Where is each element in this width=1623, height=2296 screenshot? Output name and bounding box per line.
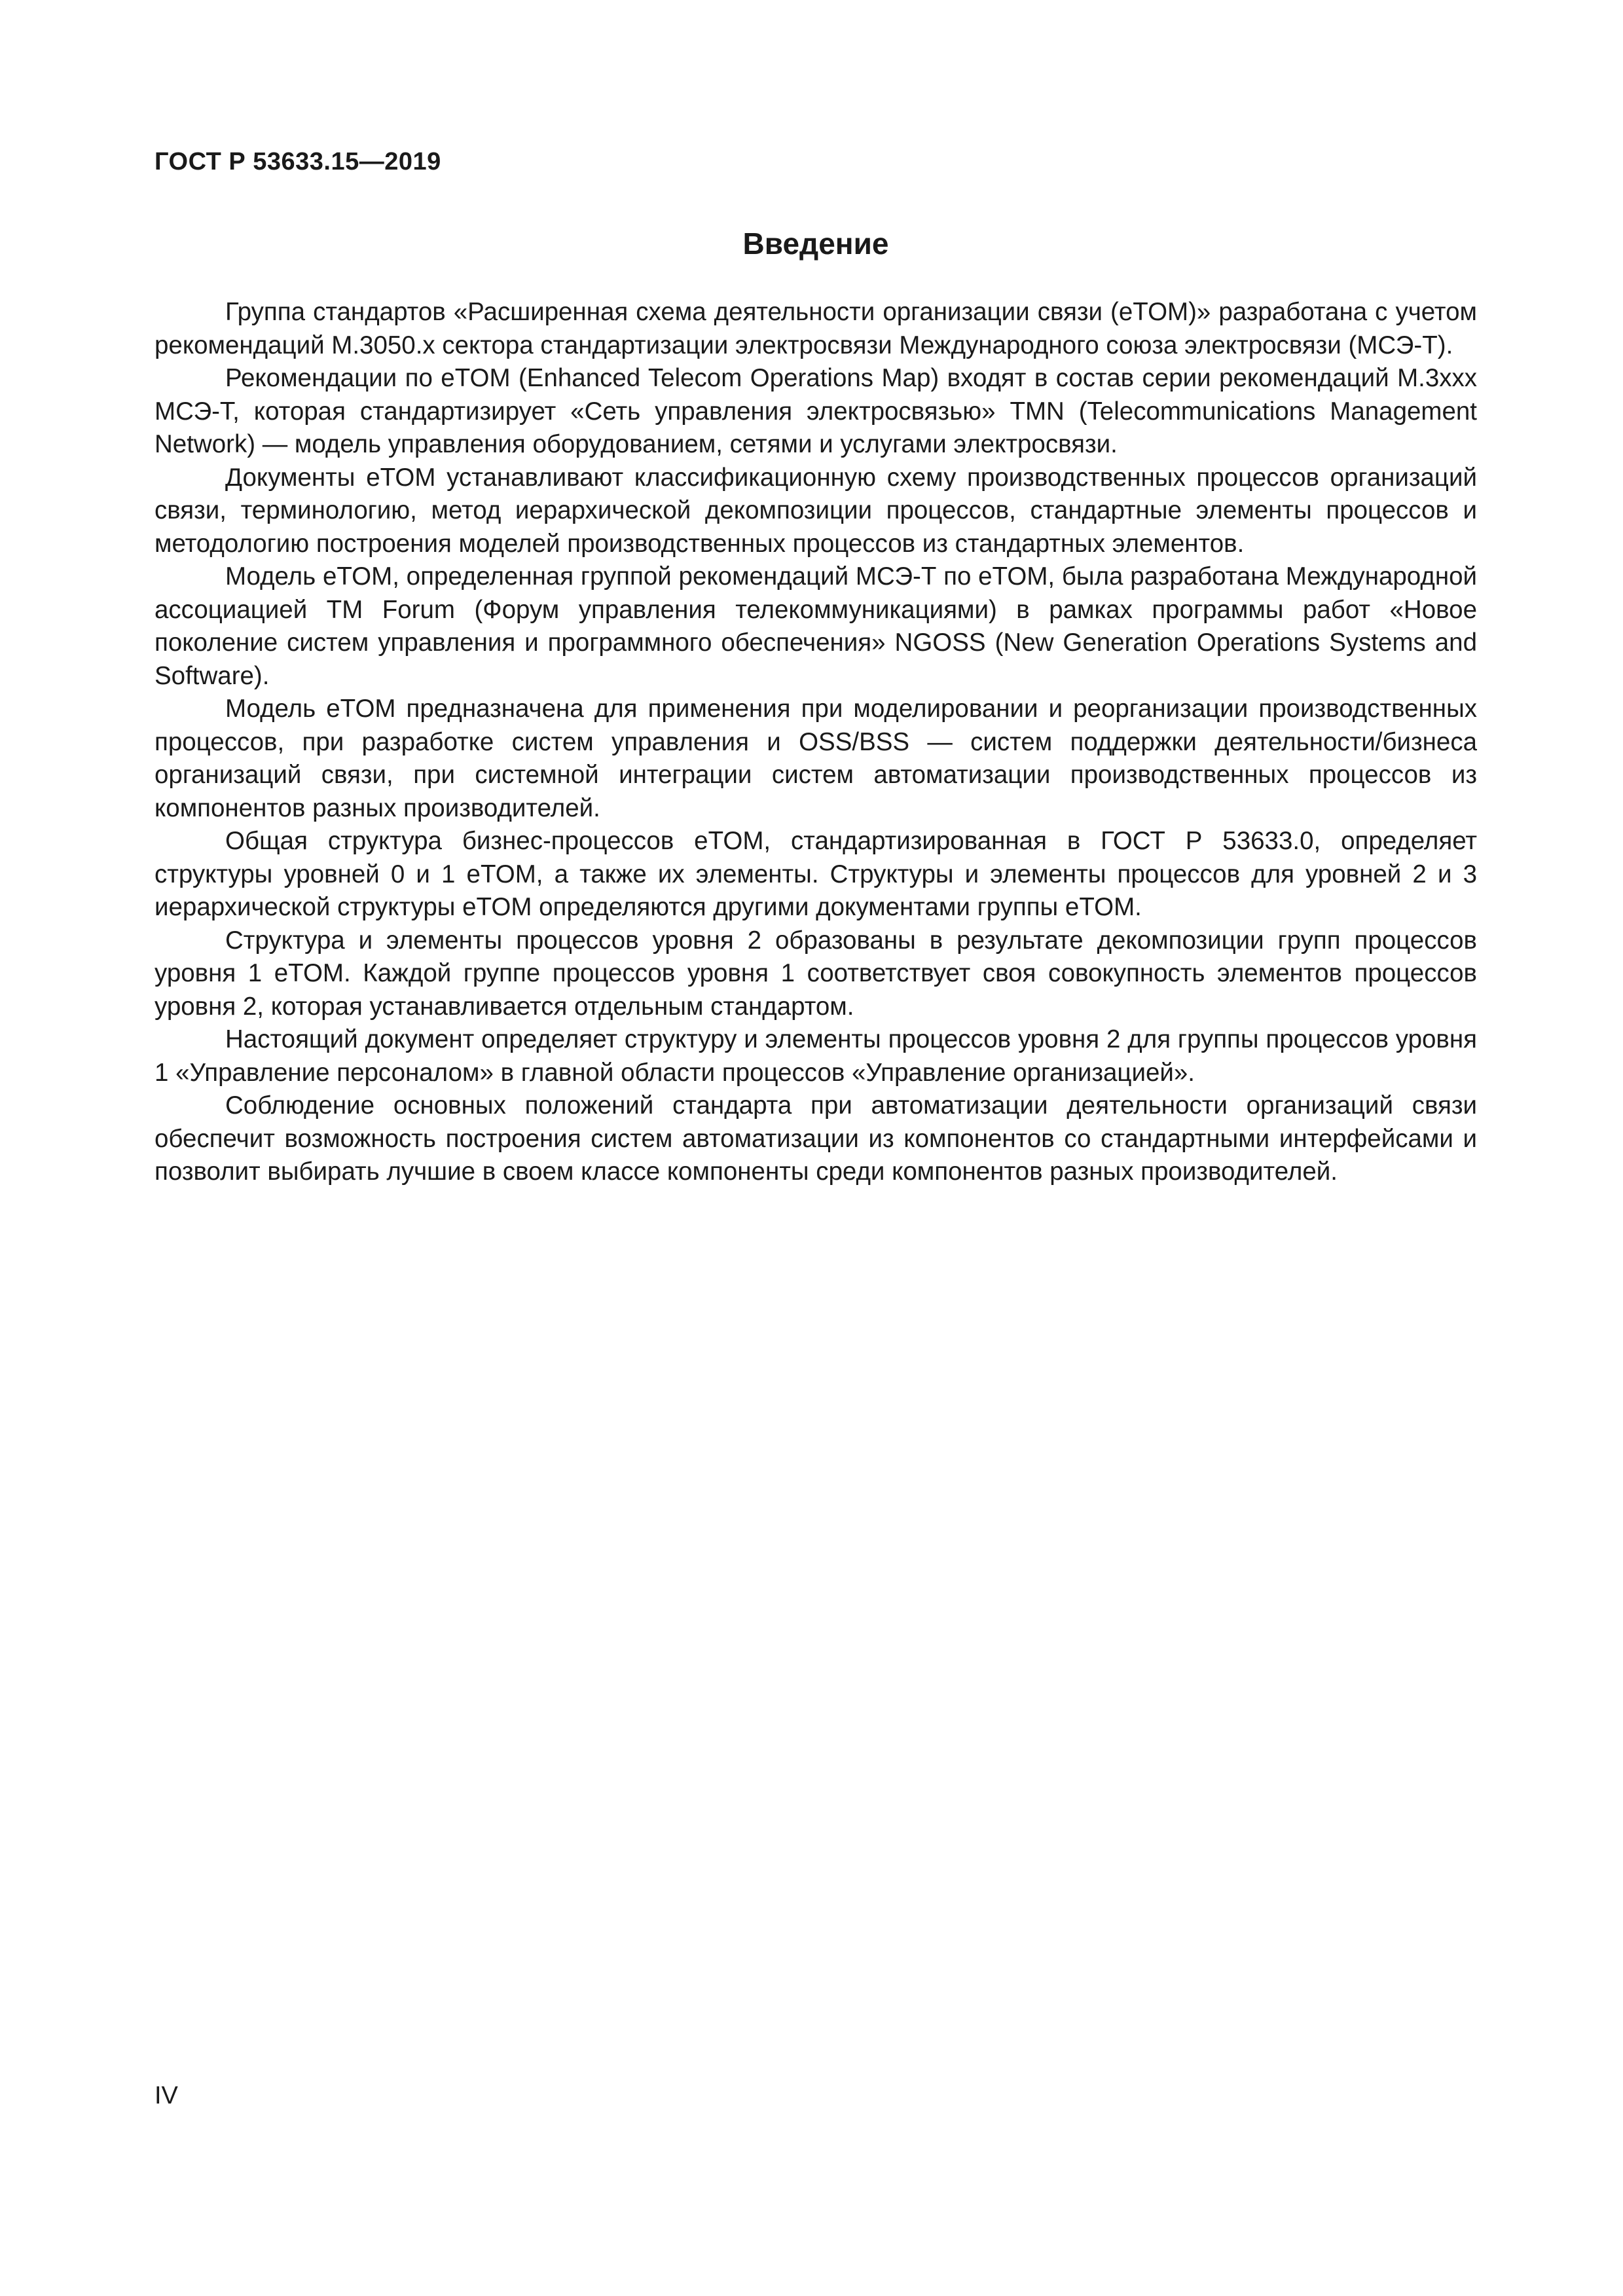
paragraph: Документы eTOM устанавливают классификационную схему производственных процессов организаций связи, терминологию, метод иерархической декомпозиции процессов, стандартные элементы процессов и методологию построения моделей производственных процессов из стандартных элементов. [155, 463, 1477, 558]
page-number: IV [155, 2082, 178, 2109]
document-code: ГОСТ Р 53633.15—2019 [155, 148, 441, 175]
section-title: Введение [742, 227, 889, 261]
paragraph: Группа стандартов «Расширенная схема деятельности организации связи (eTOM)» разработана с учетом рекомендаций M.3050.x сектора стандартизации электросвязи Международного союза электросвязи (МСЭ-Т). [155, 298, 1477, 359]
paragraph: Общая структура бизнес-процессов eTOM, стандартизированная в ГОСТ Р 53633.0, определяет структуры уровней 0 и 1 eTOM, а также их элементы. Структуры и элементы процессов для уровней 2 и 3 иерархической структуры eTOM определяются другими документами группы eTOM. [155, 827, 1477, 921]
paragraph: Структура и элементы процессов уровня 2 образованы в результате декомпозиции групп процессов уровня 1 eTOM. Каждой группе процессов уровня 1 соответствует своя совокупность элементов процессов уровня 2, которая устанавливается отдельным стандартом. [155, 926, 1477, 1021]
paragraph: Настоящий документ определяет структуру и элементы процессов уровня 2 для группы процессов уровня 1 «Управление персоналом» в главной области процессов «Управление организацией». [155, 1025, 1477, 1087]
paragraph: Модель eTOM, определенная группой рекомендаций МСЭ-Т по eTOM, была разработана Международной ассоциацией TM Forum (Форум управления телекоммуникациями) в рамках программы работ «Новое поколение систем управления и программного обеспечения» NGOSS (New Generation Operations Systems and Software). [155, 562, 1477, 690]
body-text [155, 296, 1477, 1189]
paragraph: Рекомендации по eTOM (Enhanced Telecom Operations Map) входят в состав серии рекомендаций M.3xxx МСЭ-Т, которая стандартизирует «Сеть управления электросвязью» TMN (Telecommunications Management Network) — модель управления оборудованием, сетями и услугами электросвязи. [155, 364, 1477, 458]
paragraph: Соблюдение основных положений стандарта при автоматизации деятельности организаций связи обеспечит возможность построения систем автоматизации из компонентов со стандартными интерфейсами и позволит выбирать лучшие в своем классе компоненты среди компонентов разных производителей. [155, 1091, 1477, 1186]
paragraph: Модель eTOM предназначена для применения при моделировании и реорганизации производственных процессов, при разработке систем управления и OSS/BSS — систем поддержки деятельности/бизнеса организаций связи, при системной интеграции систем автоматизации производственных процессов из компонентов разных производителей. [155, 695, 1477, 822]
